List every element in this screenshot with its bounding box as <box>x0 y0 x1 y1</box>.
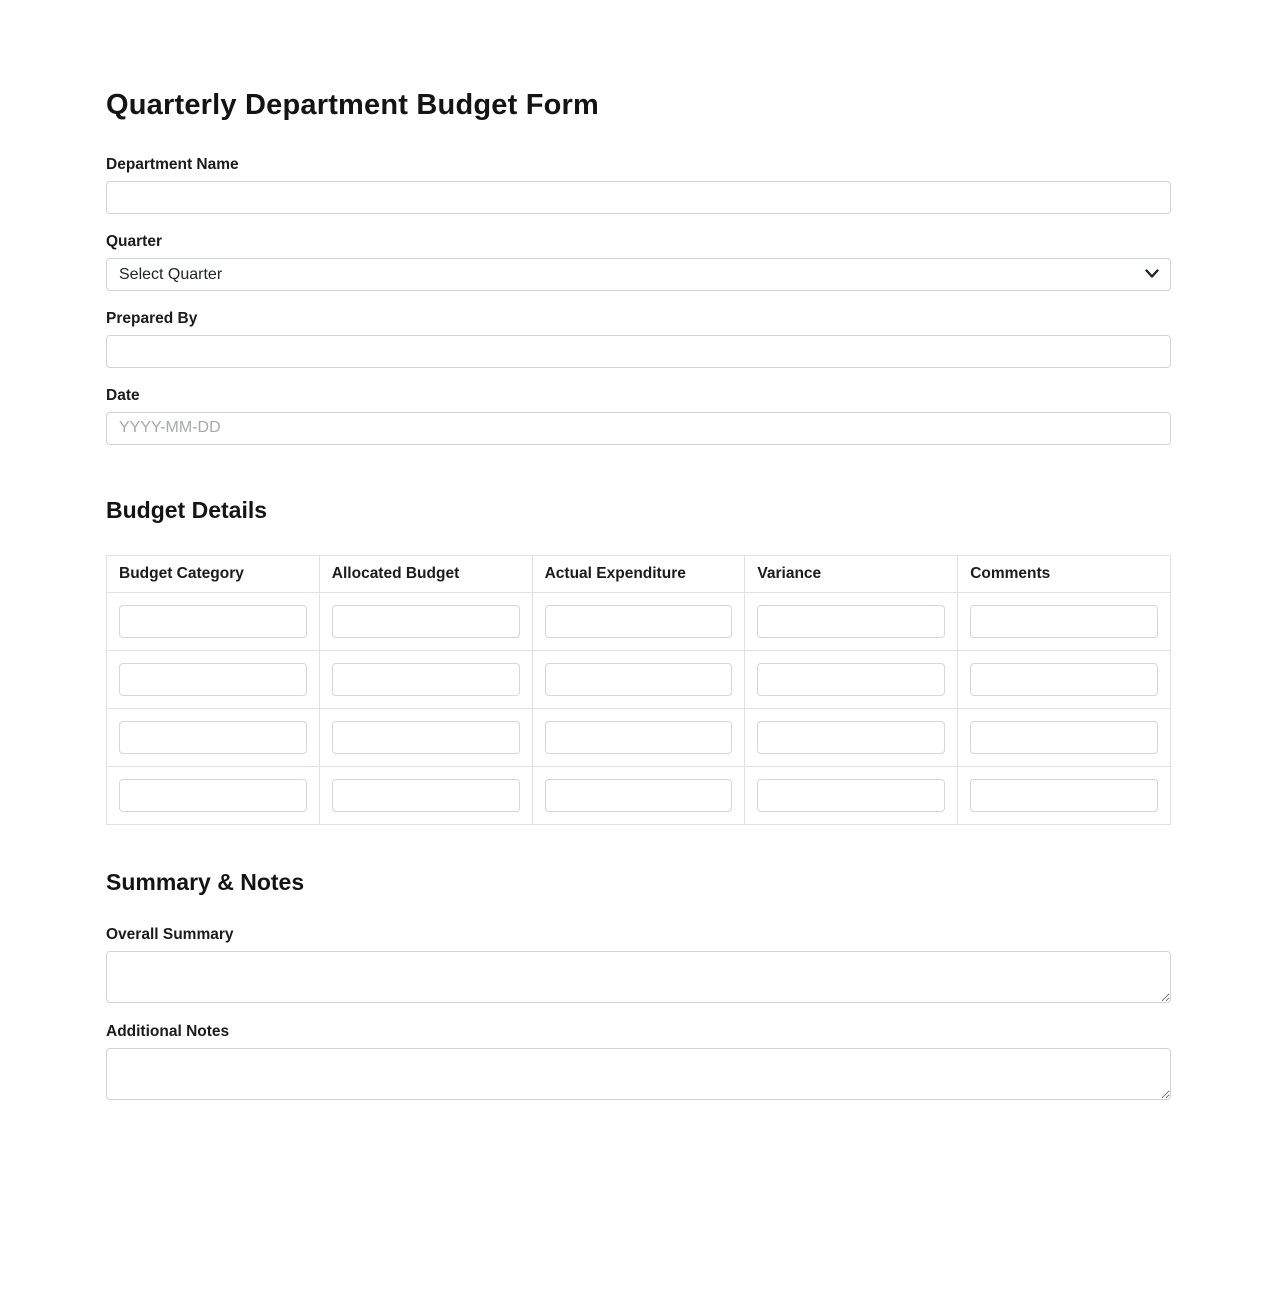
additional-notes-group <box>106 1023 1171 1100</box>
budget-input-row4-col5[interactable] <box>970 779 1158 812</box>
budget-details-heading: Budget Details <box>106 496 268 523</box>
budget-input-row2-col4[interactable] <box>757 663 945 696</box>
budget-table-cell <box>107 650 320 708</box>
budget-table-cell <box>745 766 958 824</box>
budget-table-cell <box>745 650 958 708</box>
budget-input-row2-col3[interactable] <box>545 663 733 696</box>
budget-table-header-row <box>107 555 1171 592</box>
date-label: Date <box>106 386 140 404</box>
budget-input-row4-col3[interactable] <box>545 779 733 812</box>
budget-table-cell <box>958 708 1171 766</box>
budget-table-cell <box>319 650 532 708</box>
budget-table-cell <box>745 708 958 766</box>
budget-input-row2-col5[interactable] <box>970 663 1158 696</box>
budget-table-body <box>107 592 1171 824</box>
budget-input-row1-col1[interactable] <box>119 605 307 638</box>
budget-table-cell <box>532 592 745 650</box>
budget-table-cell <box>958 592 1171 650</box>
budget-table-row <box>107 650 1171 708</box>
quarter-label: Quarter <box>106 232 162 250</box>
budget-input-row2-col1[interactable] <box>119 663 307 696</box>
column-header-budget-category: Budget Category <box>107 555 320 592</box>
prepared-by-input[interactable] <box>106 335 1171 368</box>
budget-table-row <box>107 592 1171 650</box>
summary-notes-section <box>106 869 1171 1101</box>
budget-table-cell <box>107 766 320 824</box>
budget-input-row1-col5[interactable] <box>970 605 1158 638</box>
budget-input-row1-col3[interactable] <box>545 605 733 638</box>
budget-input-row4-col4[interactable] <box>757 779 945 812</box>
department-name-group <box>106 156 1171 214</box>
quarter-select[interactable] <box>106 258 1171 291</box>
budget-input-row1-col4[interactable] <box>757 605 945 638</box>
overall-summary-textarea[interactable] <box>106 951 1171 1003</box>
column-header-allocated-budget: Allocated Budget <box>319 555 532 592</box>
budget-input-row1-col2[interactable] <box>332 605 520 638</box>
budget-table <box>106 555 1171 825</box>
quarter-group <box>106 233 1171 291</box>
overall-summary-label: Overall Summary <box>106 926 234 944</box>
budget-table-cell <box>107 592 320 650</box>
budget-input-row3-col3[interactable] <box>545 721 733 754</box>
quarter-select-wrap <box>106 258 1171 291</box>
budget-table-row <box>107 708 1171 766</box>
budget-table-head <box>107 555 1171 592</box>
budget-input-row3-col4[interactable] <box>757 721 945 754</box>
overall-summary-group <box>106 926 1171 1003</box>
budget-table-cell <box>319 708 532 766</box>
department-name-input[interactable] <box>106 181 1171 214</box>
budget-table-cell <box>319 766 532 824</box>
page-title: Quarterly Department Budget Form <box>106 89 600 121</box>
column-header-actual-expenditure: Actual Expenditure <box>532 555 745 592</box>
budget-table-cell <box>319 592 532 650</box>
additional-notes-label: Additional Notes <box>106 1023 230 1041</box>
prepared-by-label: Prepared By <box>106 309 198 327</box>
budget-details-section <box>106 497 1171 825</box>
budget-table-cell <box>532 708 745 766</box>
budget-input-row3-col2[interactable] <box>332 721 520 754</box>
prepared-by-group <box>106 310 1171 368</box>
budget-table-cell <box>532 650 745 708</box>
additional-notes-textarea[interactable] <box>106 1048 1171 1100</box>
form-container <box>106 0 1171 1100</box>
budget-input-row2-col2[interactable] <box>332 663 520 696</box>
budget-input-row3-col1[interactable] <box>119 721 307 754</box>
date-input[interactable] <box>106 412 1171 445</box>
budget-table-cell <box>532 766 745 824</box>
budget-table-cell <box>107 708 320 766</box>
budget-table-cell <box>958 650 1171 708</box>
budget-table-cell <box>745 592 958 650</box>
budget-input-row4-col2[interactable] <box>332 779 520 812</box>
column-header-variance: Variance <box>745 555 958 592</box>
date-group <box>106 387 1171 445</box>
budget-input-row3-col5[interactable] <box>970 721 1158 754</box>
column-header-comments: Comments <box>958 555 1171 592</box>
budget-input-row4-col1[interactable] <box>119 779 307 812</box>
budget-table-cell <box>958 766 1171 824</box>
department-name-label: Department Name <box>106 155 239 173</box>
summary-notes-heading: Summary & Notes <box>106 868 305 895</box>
budget-table-row <box>107 766 1171 824</box>
